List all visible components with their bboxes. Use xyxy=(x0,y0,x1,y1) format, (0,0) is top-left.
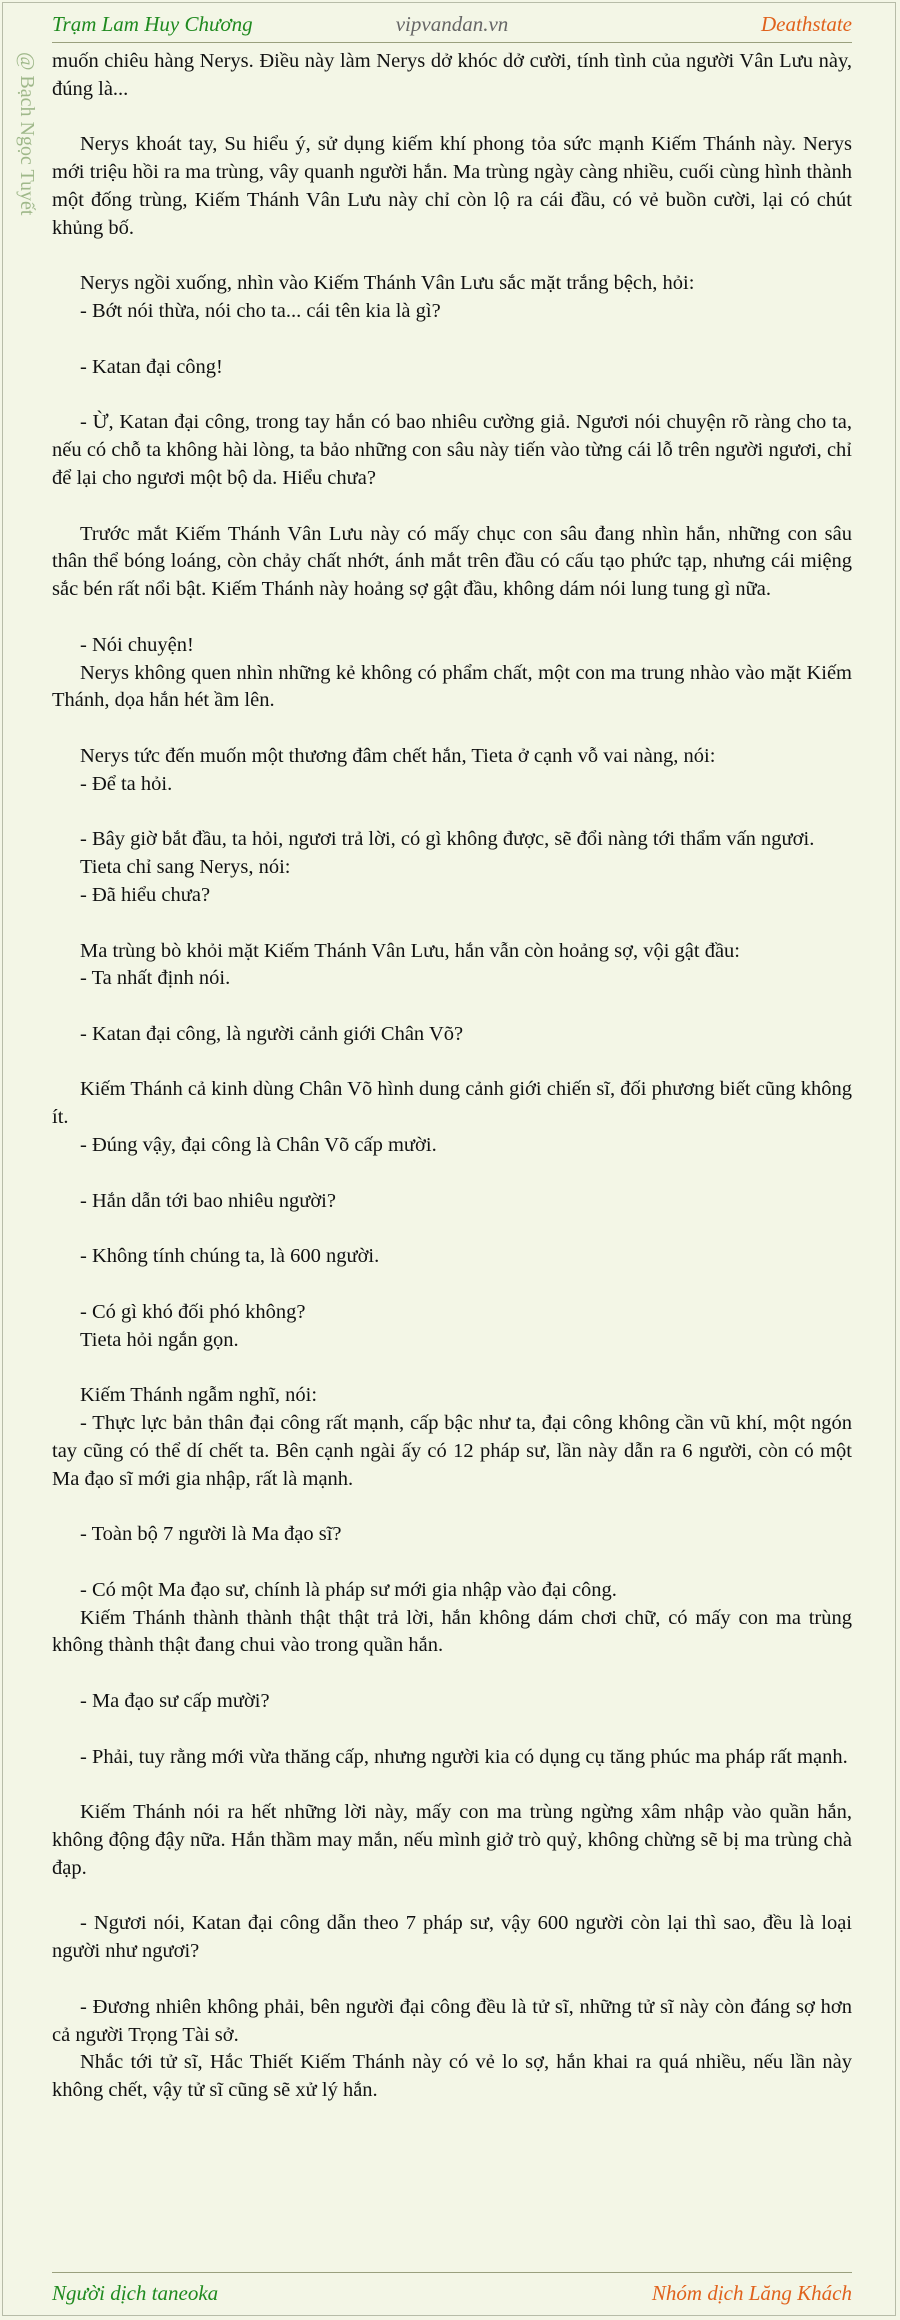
footer-translator: Người dịch taneoka xyxy=(52,2281,219,2305)
paragraph: - Katan đại công, là người cảnh giới Chân Võ? xyxy=(80,1022,464,1045)
paragraph: Kiếm Thánh thành thành thật thật trả lời, hắn không dám chơi chữ, có mấy con ma trùng không thành thật đang chui vào trong quần hắn. xyxy=(52,1606,852,1657)
paragraph: - Có một Ma đạo sư, chính là pháp sư mới gia nhập vào đại công. xyxy=(80,1578,617,1601)
story-text xyxy=(52,48,852,2105)
paragraph: - Bớt nói thừa, nói cho ta... cái tên kia là gì? xyxy=(80,300,441,323)
paragraph: - Đúng vậy, đại công là Chân Võ cấp mười. xyxy=(80,1134,437,1157)
paragraph: Kiếm Thánh cả kinh dùng Chân Võ hình dung cảnh giới chiến sĩ, đối phương biết cũng không ít. xyxy=(52,1078,852,1129)
paragraph: - Ừ, Katan đại công, trong tay hắn có bao nhiêu cường giả. Ngươi nói chuyện rõ ràng cho ta, nếu có chỗ ta không hài lòng, ta bảo những con sâu này tiến vào từng cái lỗ trên người ngươi, chỉ để lại cho ngươi một bộ da. Hiểu chưa? xyxy=(52,411,852,489)
paragraph: - Có gì khó đối phó không? xyxy=(80,1300,306,1323)
paragraph: - Hắn dẫn tới bao nhiêu người? xyxy=(80,1189,336,1212)
paragraph: Nerys ngồi xuống, nhìn vào Kiếm Thánh Vân Lưu sắc mặt trắng bệch, hỏi: xyxy=(80,272,695,295)
paragraph: muốn chiêu hàng Nerys. Điều này làm Nerys dở khóc dở cười, tính tình của người Vân Lưu này, đúng là... xyxy=(52,50,852,100)
paragraph: Nerys khoát tay, Su hiểu ý, sử dụng kiếm khí phong tỏa sức mạnh Kiếm Thánh này. Nerys mới triệu hồi ra ma trùng, vây quanh người hắn. Ma trùng ngày càng nhiều, cuối cùng hình thành một đống trùng, Kiếm Thánh Vân Lưu này chỉ còn lộ ra cái đầu, có vẻ buồn cười, lại có chút khủng bố. xyxy=(52,133,852,239)
paragraph: - Ta nhất định nói. xyxy=(80,967,231,990)
paragraph: - Để ta hỏi. xyxy=(80,772,173,795)
side-credit: @ Bạch Ngọc Tuyết xyxy=(16,52,38,216)
paragraph: Nhắc tới tử sĩ, Hắc Thiết Kiếm Thánh này có vẻ lo sợ, hắn khai ra quá nhiều, nếu lần này không chết, vậy tử sĩ cũng sẽ xử lý hắn. xyxy=(52,2051,852,2102)
paragraph: Nerys tức đến muốn một thương đâm chết hắn, Tieta ở cạnh vỗ vai nàng, nói: xyxy=(80,744,716,767)
paragraph: Kiếm Thánh nói ra hết những lời này, mấy con ma trùng ngừng xâm nhập vào quần hắn, không động đậy nữa. Hắn thầm may mắn, nếu mình giở trò quỷ, không chừng sẽ bị ma trùng chà đạp. xyxy=(52,1801,852,1879)
paragraph: - Phải, tuy rằng mới vừa thăng cấp, nhưng người kia có dụng cụ tăng phúc ma pháp rất mạnh. xyxy=(80,1745,848,1768)
paragraph: - Thực lực bản thân đại công rất mạnh, cấp bậc như ta, đại công không cần vũ khí, một ngón tay cũng có thể dí chết ta. Bên cạnh ngài ấy có 12 pháp sư, lần này dẫn ra 6 người, còn có một Ma đạo sĩ mới gia nhập, rất là mạnh. xyxy=(52,1412,852,1490)
paragraph: - Katan đại công! xyxy=(80,355,223,378)
paragraph: Kiếm Thánh ngẫm nghĩ, nói: xyxy=(80,1384,318,1407)
paragraph: Tieta chỉ sang Nerys, nói: xyxy=(80,856,291,879)
paragraph: - Ma đạo sư cấp mười? xyxy=(80,1690,270,1713)
paragraph: Nerys không quen nhìn những kẻ không có phẩm chất, một con ma trung nhào vào mặt Kiếm Thánh, dọa hắn hét ầm lên. xyxy=(52,661,852,712)
paragraph: - Không tính chúng ta, là 600 người. xyxy=(80,1245,380,1268)
paragraph: - Đã hiểu chưa? xyxy=(80,883,211,906)
header-left-title: Trạm Lam Huy Chương xyxy=(52,12,253,36)
paragraph: - Bây giờ bắt đầu, ta hỏi, ngươi trả lời, có gì không được, sẽ đổi nàng tới thẩm vấn ngươi. xyxy=(80,828,815,851)
paragraph: - Toàn bộ 7 người là Ma đạo sĩ? xyxy=(80,1523,342,1546)
paragraph: Trước mắt Kiếm Thánh Vân Lưu này có mấy chục con sâu đang nhìn hắn, những con sâu thân thể bóng loáng, còn chảy chất nhớt, ánh mắt trên đầu có cấu tạo phức tạp, nhưng cái miệng sắc bén rất nổi bật. Kiếm Thánh này hoảng sợ gật đầu, không dám nói lung tung gì nữa. xyxy=(52,522,852,601)
paragraph: - Đương nhiên không phải, bên người đại công đều là tử sĩ, những tử sĩ này còn đáng sợ hơn cả người Trọng Tài sở. xyxy=(52,1995,852,2046)
paragraph: - Nói chuyện! xyxy=(80,633,194,656)
header-site: vipvandan.vn xyxy=(395,12,509,36)
header-right-title: Deathstate xyxy=(761,12,852,36)
paragraph: Tieta hỏi ngắn gọn. xyxy=(80,1328,239,1351)
page-footer xyxy=(52,2272,852,2307)
paragraph: - Ngươi nói, Katan đại công dẫn theo 7 pháp sư, vậy 600 người còn lại thì sao, đều là loại người như ngươi? xyxy=(52,1912,852,1963)
page-header xyxy=(52,8,852,43)
footer-group: Nhóm dịch Lăng Khách xyxy=(651,2281,852,2305)
paragraph: Ma trùng bò khỏi mặt Kiếm Thánh Vân Lưu, hắn vẫn còn hoảng sợ, vội gật đầu: xyxy=(80,939,740,962)
